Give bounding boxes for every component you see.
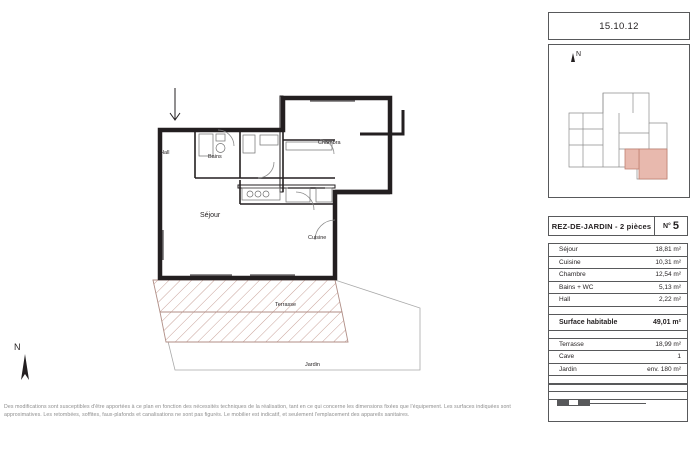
table-spacer: [549, 376, 687, 384]
annex-area: env. 180 m²: [647, 365, 681, 373]
room-name: Chambre: [559, 271, 586, 279]
table-spacer: [549, 331, 687, 339]
locator-north: [569, 51, 582, 62]
room-label-jardin: Jardin: [305, 362, 320, 368]
table-spacer: [549, 307, 687, 315]
room-name: Séjour: [559, 246, 578, 254]
scale-bar-icon: [557, 399, 646, 406]
table-row: [549, 244, 687, 257]
table-row: [549, 351, 687, 364]
unit-number-prefix: N°: [663, 222, 671, 230]
table-row: [549, 364, 687, 377]
area-table: [548, 243, 688, 400]
room-area: 2,22 m²: [658, 296, 681, 304]
room-label-chambre: Chambra: [318, 140, 341, 146]
annex-name: Jardin: [559, 365, 577, 373]
room-name: Bains + WC: [559, 283, 594, 291]
table-row: [549, 339, 687, 352]
table-row-total: [549, 315, 687, 331]
room-name: Hall: [559, 296, 571, 304]
locator-north-label: N: [576, 51, 582, 58]
unit-title: REZ-DE-JARDIN - 2 pièces: [551, 221, 652, 231]
annex-area: 1: [677, 353, 681, 361]
table-row: [549, 282, 687, 295]
table-row: [549, 269, 687, 282]
locator-mini-plan: [563, 83, 675, 183]
unit-title-box: [548, 216, 688, 236]
room-label-sejour: Séjour: [200, 212, 221, 219]
room-label-hall: Hall: [160, 150, 170, 156]
unit-number-value: 5: [672, 220, 679, 232]
room-area: 5,13 m²: [658, 283, 681, 291]
room-label-bains: Bains: [208, 154, 222, 160]
annex-name: Terrasse: [559, 340, 584, 348]
room-label-terrasse: Terrasse: [275, 302, 297, 308]
north-label: N: [14, 342, 21, 352]
room-area: 12,54 m²: [655, 271, 681, 279]
room-name: Cuisine: [559, 258, 581, 266]
room-area: 10,31 m²: [655, 258, 681, 266]
north-arrow-icon: [571, 53, 575, 62]
date-value: 15.10.12: [599, 20, 639, 32]
date-box: [548, 12, 690, 40]
north-arrow: [14, 342, 40, 386]
floor-plan: [120, 80, 540, 400]
annex-name: Cave: [559, 353, 575, 361]
locator-box: [548, 44, 690, 198]
north-arrow-icon: [18, 354, 34, 384]
scale-box: [548, 384, 688, 422]
room-label-cuisine: Cuisine: [308, 235, 327, 241]
table-row: [549, 257, 687, 270]
disclaimer-text: Des modifications sont susceptibles d'être apportées à ce plan en fonction des nécessités techniques de la réalisation, tant en ce qui concerne les dimensions fixées que l'équipement. Les surfaces indiquées sont approximatives. Les retombées, soffites, faux-plafonds et canalisations ne sont pas figurés. Le mobilier est indicatif, et seulement l'emplacement des appareils sanitaires.: [4, 404, 511, 418]
total-area: 49,01 m²: [652, 318, 681, 326]
annex-area: 18,99 m²: [655, 340, 681, 348]
unit-number: [654, 217, 687, 235]
table-row: [549, 294, 687, 307]
total-label: Surface habitable: [559, 318, 618, 326]
room-area: 18,81 m²: [655, 246, 681, 254]
